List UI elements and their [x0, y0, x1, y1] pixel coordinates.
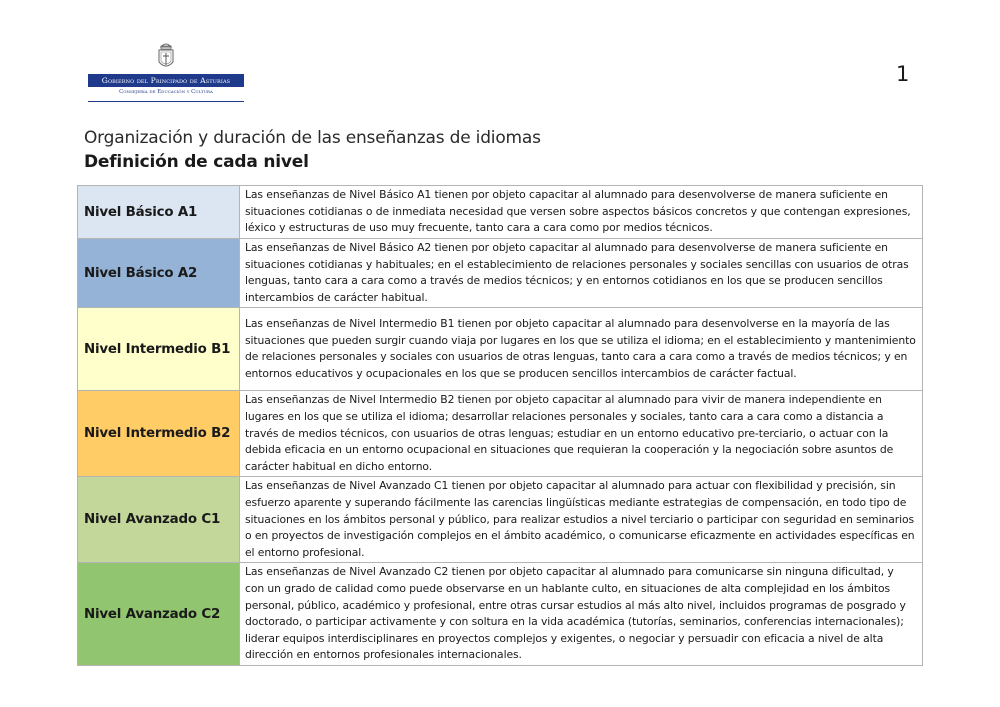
- document-title: Organización y duración de las enseñanzas de idiomas: [84, 128, 541, 148]
- level-description-cell: Las enseñanzas de Nivel Avanzado C2 tienen por objeto capacitar al alumnado para comunicarse sin ninguna dificultad, y con un grado de calidad como puede observarse en un hablante culto, en situaciones de alta complejidad en los ámbitos personal, público, académico y profesional, entre otras cursar estudios al más alto nivel, incluidos programas de posgrado y doctorado, o participar activamente y con soltura en la vida académica (tutorías, seminarios, conferencias internacionales); liderar equipos interdisciplinares en proyectos complejos y exigentes, o negociar y persuadir con eficacia a nivel de alta dirección en entornos profesionales internacionales.: [240, 563, 923, 666]
- page-number: 1: [896, 62, 910, 86]
- table-row: [78, 563, 923, 666]
- level-name-cell: Nivel Básico A1: [78, 186, 240, 239]
- table-row: [78, 391, 923, 477]
- table-row: [78, 239, 923, 308]
- document-subtitle: Definición de cada nivel: [84, 152, 309, 172]
- table-row: [78, 477, 923, 563]
- level-name-cell: Nivel Avanzado C1: [78, 477, 240, 563]
- table-row: [78, 308, 923, 391]
- org-name: Gobierno del Principado de Asturias: [88, 74, 244, 87]
- level-description-cell: Las enseñanzas de Nivel Intermedio B2 tienen por objeto capacitar al alumnado para vivir de manera independiente en lugares en los que se utiliza el idioma; desarrollar relaciones personales y sociales, tanto cara a cara como a distancia a través de medios técnicos, con usuarios de otras lenguas; estudiar en un entorno educativo pre-terciario, o actuar con la debida eficacia en un entorno ocupacional en situaciones que requieran la cooperación y la negociación sobre asuntos de carácter habitual en dicho entorno.: [240, 391, 923, 477]
- logo-divider: [88, 101, 244, 102]
- table-row: [78, 186, 923, 239]
- logo: [88, 40, 244, 104]
- coat-of-arms-icon: [156, 40, 176, 72]
- level-description-cell: Las enseñanzas de Nivel Básico A1 tienen por objeto capacitar al alumnado para desenvolverse de manera suficiente en situaciones cotidianas o de inmediata necesidad que versen sobre aspectos básicos concretos y que contengan expresiones, léxico y estructuras de uso muy frecuente, tanto cara a cara como por medios técnicos.: [240, 186, 923, 239]
- level-description-cell: Las enseñanzas de Nivel Avanzado C1 tienen por objeto capacitar al alumnado para actuar con flexibilidad y precisión, sin esfuerzo aparente y superando fácilmente las carencias lingüísticas mediante estrategias de compensación, en todo tipo de situaciones en los ámbitos personal y público, para realizar estudios a nivel terciario o participar con seguridad en seminarios o en proyectos de investigación complejos en el ámbito académico, o comunicarse eficazmente en actividades específicas en el entorno profesional.: [240, 477, 923, 563]
- department-name: Consejería de Educación y Cultura: [119, 89, 213, 95]
- level-name-cell: Nivel Básico A2: [78, 239, 240, 308]
- levels-table: [77, 185, 923, 666]
- level-name-cell: Nivel Intermedio B1: [78, 308, 240, 391]
- level-name-cell: Nivel Avanzado C2: [78, 563, 240, 666]
- level-description-cell: Las enseñanzas de Nivel Básico A2 tienen por objeto capacitar al alumnado para desenvolverse de manera suficiente en situaciones cotidianas y habituales; en el establecimiento de relaciones personales y sociales sencillas con usuarios de otras lenguas, tanto cara a cara como a través de medios técnicos; y en entornos cotidianos en los que se producen sencillos intercambios de carácter habitual.: [240, 239, 923, 308]
- level-description-cell: Las enseñanzas de Nivel Intermedio B1 tienen por objeto capacitar al alumnado para desenvolverse en la mayoría de las situaciones que pueden surgir cuando viaja por lugares en los que se utiliza el idioma; en el establecimiento y mantenimiento de relaciones personales y sociales con usuarios de otras lenguas, tanto cara a cara como a través de medios técnicos; y en entornos educativos y ocupacionales en los que se producen sencillos intercambios de carácter factual.: [240, 308, 923, 391]
- level-name-cell: Nivel Intermedio B2: [78, 391, 240, 477]
